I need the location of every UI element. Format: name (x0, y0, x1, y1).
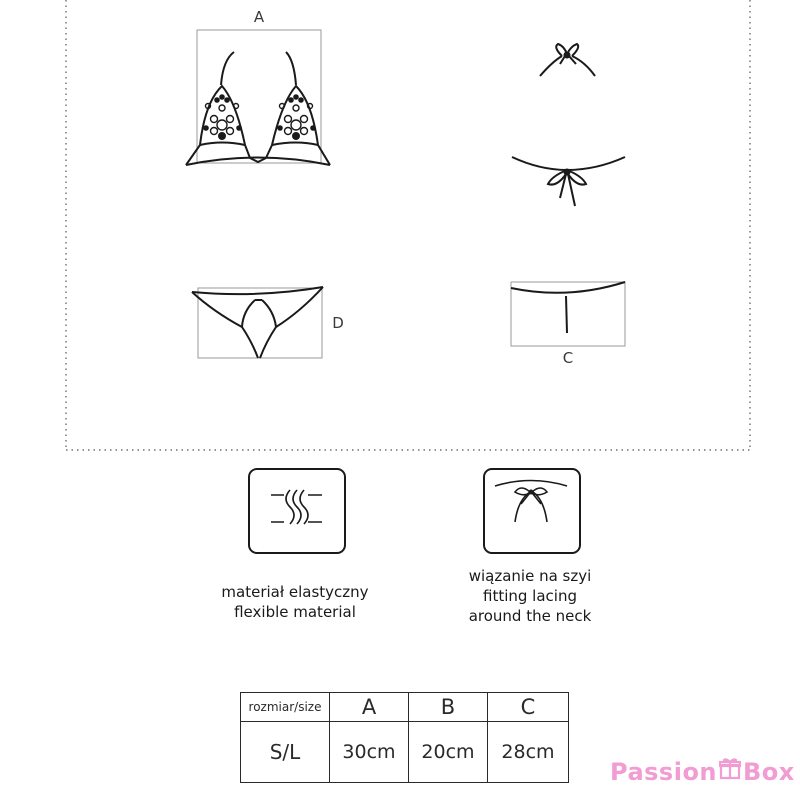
dimension-b-header: B (409, 693, 488, 722)
dimension-label-d: D (332, 314, 344, 332)
feature-label-en-1: fitting lacing (483, 587, 577, 605)
table-row (241, 722, 569, 783)
neck-tie-icon (483, 468, 581, 554)
feature-label-pl: wiązanie na szyi (468, 567, 592, 585)
size-table (240, 692, 569, 783)
brand-name-part1: Passion (610, 758, 718, 786)
thong-back-icon (511, 282, 625, 346)
dimension-label-a: A (253, 8, 265, 26)
neck-bow-icon (540, 44, 595, 76)
brand-name-part2: Box (743, 758, 795, 786)
thong-front-icon (192, 287, 323, 358)
size-header: rozmiar/size (241, 693, 330, 722)
feature-label-en: flexible material (234, 603, 356, 621)
dimension-a-header: A (330, 693, 409, 722)
gift-box-icon (719, 758, 741, 786)
brand-logo (610, 752, 795, 792)
feature-label-en-2: around the neck (468, 607, 592, 625)
dimension-c-value: 28cm (488, 722, 569, 783)
feature-neck-lacing (420, 566, 640, 626)
dimension-label-c: C (562, 349, 574, 367)
wavy-lines-icon (248, 468, 346, 554)
dimension-c-header: C (488, 693, 569, 722)
dotted-frame (66, 0, 750, 450)
back-bow-icon (512, 157, 625, 206)
dimension-a-value: 30cm (330, 722, 409, 783)
size-table-header-row (241, 693, 569, 722)
size-value: S/L (241, 722, 330, 783)
bra-top-front-icon (186, 30, 330, 165)
dimension-b-value: 20cm (409, 722, 488, 783)
feature-label-pl: materiał elastyczny (221, 583, 369, 601)
feature-flexible-material (190, 582, 400, 622)
